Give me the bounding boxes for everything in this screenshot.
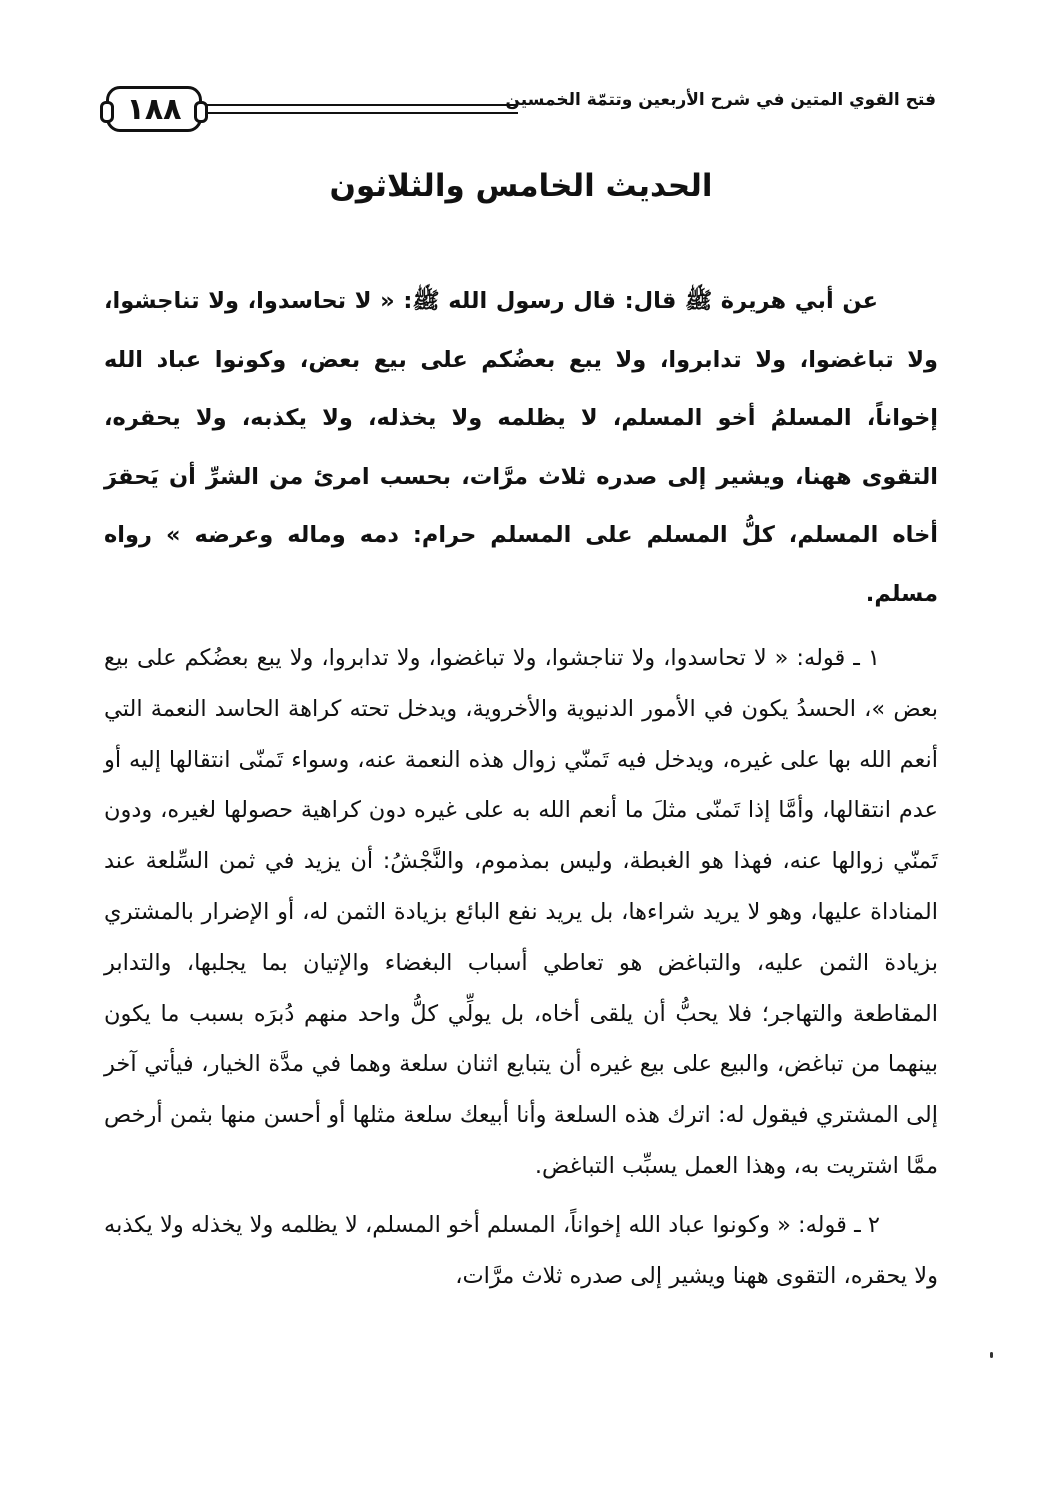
page-number: ١٨٨ — [126, 91, 182, 127]
chapter-title: الحديث الخامس والثلاثون — [329, 168, 713, 204]
body-text — [104, 272, 938, 1301]
running-header — [106, 86, 936, 144]
header-rule — [206, 104, 518, 114]
page-number-frame — [106, 86, 202, 132]
hadith-paragraph: عن أبي هريرة ﷺ قال: قال رسول الله ﷺ: « لا تحاسدوا، ولا تناجشوا، ولا تباغضوا، ولا تدابروا، ولا يبع بعضُكم على بيع بعض، وكونوا عباد الله إخواناً، المسلمُ أخو المسلم، لا يظلمه ولا يخذله، ولا يكذبه، ولا يحقره، التقوى ههنا، ويشير إلى صدره ثلاث مرَّات، بحسب امرئ من الشرِّ أن يَحقرَ أخاه المسلم، كلُّ المسلم على المسلم حرام: دمه وماله وعرضه » رواه مسلم. — [104, 288, 938, 607]
book-title: فتح القوي المتين في شرح الأربعين وتتمّة الخمسين — [505, 90, 936, 110]
commentary-paragraph-1: ١ ـ قوله: « لا تحاسدوا، ولا تناجشوا، ولا تباغضوا، ولا تدابروا، ولا يبع بعضُكم على بيع بعض »، الحسدُ يكون في الأمور الدنيوية والأخروية، ويدخل تحته كراهة الحاسد النعمة التي أنعم الله بها على غيره، ويدخل فيه تَمنّي زوال هذه النعمة عنه، وسواء تَمنّى انتقالها إليه أو عدم انتقالها، وأمَّا إذا تَمنّى مثلَ ما أنعم الله به على غيره دون كراهية حصولها لغيره، ودون تَمنّي زوالها عنه، فهذا هو الغبطة، وليس بمذموم، والنَّجْشُ: أن يزيد في ثمن السِّلعة عند المناداة عليها، وهو لا يريد شراءها، بل يريد نفع البائع بزيادة الثمن له، أو الإضرار بالمشتري بزيادة الثمن عليه، والتباغض هو تعاطي أسباب البغضاء والإتيان بما يجلبها، والتدابر المقاطعة والتهاجر؛ فلا يحبُّ أن يلقى أخاه، بل يولِّي كلُّ واحد منهم دُبرَه بسبب ما يكون بينهما من تباغض، والبيع على بيع غيره أن يتبايع اثنان سلعة وهما في مدَّة الخيار، فيأتي آخر إلى المشتري فيقول له: اترك هذه السلعة وأنا أبيعك سلعة مثلها أو أحسن منها بثمن أرخص ممَّا اشتريت به، وهذا العمل يسبِّب التباغض. — [104, 645, 938, 1179]
scan-speck — [990, 1352, 993, 1358]
commentary-paragraph-2: ٢ ـ قوله: « وكونوا عباد الله إخواناً، المسلم أخو المسلم، لا يظلمه ولا يخذله ولا يكذبه ولا يحقره، التقوى ههنا ويشير إلى صدره ثلاث مرَّات، — [104, 1211, 938, 1289]
